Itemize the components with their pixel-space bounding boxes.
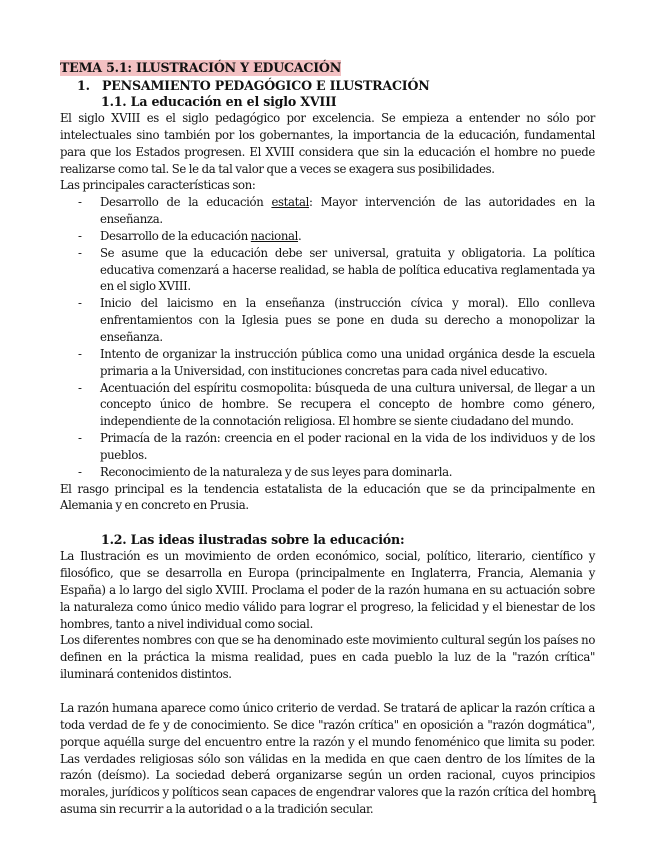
underlined-term: estatal — [271, 195, 309, 210]
paragraph-intro: El siglo XVIII es el siglo pedagógico por excelencia. Se empieza a entender no sólo por intelectuales sino también por los gobernantes, la importancia de la educación, fundamental para que los Estados progresen. El XVIII considera que sin la educación el hombre no puede realizarse como tal. Se le da tal valor que a veces se exagera sus posibilidades. — [60, 111, 595, 176]
subsection-heading-1-1: 1.1. La educación en el siglo XVIII — [101, 94, 337, 109]
list-item: - Intento de organizar la instrucción pública como una unidad orgánica desde la escuela primaria a la Universidad, con instituciones concretas para cada nivel educativo. — [78, 346, 595, 378]
section-heading — [77, 78, 595, 94]
bullet-dash: - — [78, 380, 82, 395]
bullet-dash: - — [78, 195, 82, 210]
paragraph-closing: El rasgo principal es la tendencia estatalista de la educación que se da principalmente en Alemania y en concreto en Prusia. — [60, 481, 595, 513]
underlined-term: nacional — [250, 228, 299, 243]
paragraph-razon: La razón humana aparece como único criterio de verdad. Se tratará de aplicar la razón crítica a toda verdad de fe y de conocimiento. Se dice "razón crítica" en oposición a "razón dogmática", porque aquélla surge del encuentro entre la razón y el mundo fenoménico que limita su poder. Las verdades religiosas sólo son válidas en la medida en que caen dentro de los límites de la razón (deísmo). La sociedad deberá organizarse según un orden racional, cuyos principios morales, jurídicos y políticos sean capaces de engendrar valores que la razón crítica del hombre asuma sin recurrir a la autoridad o a la tradición secular. — [60, 701, 595, 817]
list-item: - Inicio del laicismo en la enseñanza (instrucción cívica y moral). Ello conlleva enfrentamientos con la Iglesia pues se pone en duda su derecho a monopolizar la enseñanza. — [78, 296, 595, 344]
bullet-dash: - — [78, 464, 82, 479]
bullet-dash: - — [78, 245, 82, 260]
list-item: - Primacía de la razón: creencia en el poder racional en la vida de los individuos y de los pueblos. — [78, 431, 595, 462]
paragraph-nombres: Los diferentes nombres con que se ha denominado este movimiento cultural según los países no definen en la práctica la misma realidad, pues en cada pueblo la luz de la "razón crítica" iluminará contenidos distintos. — [60, 633, 595, 682]
list-item: - Se asume que la educación debe ser universal, gratuita y obligatoria. La política educativa comenzará a hacerse realidad, se habla de política educativa reglamentada ya en el siglo XVIII. — [78, 245, 595, 294]
paragraph-ilustracion: La Ilustración es un movimiento de orden económico, social, político, literario, científico y filosófico, que se desarrolla en Europa (principalmente en Inglaterra, Francia, Alemania y España) a lo largo del siglo XVIII. Proclama el poder de la razón humana en su actuación sobre la naturaleza como único medio válido para lograr el progreso, la felicidad y el bienestar de los hombres, tanto a nivel individual como social. — [60, 549, 595, 631]
page-number: 1 — [591, 792, 599, 806]
list-item: - Desarrollo de la educación nacional. — [78, 228, 302, 243]
bullet-dash: - — [78, 228, 82, 243]
list-item: - Desarrollo de la educación estatal: Mayor intervención de las autoridades en la enseñanza. — [78, 195, 595, 227]
list-item: - Reconocimiento de la naturaleza y de sus leyes para dominarla. — [78, 464, 453, 479]
characteristics-list — [60, 194, 595, 480]
section-title: PENSAMIENTO PEDAGÓGICO E ILUSTRACIÓN — [102, 78, 430, 93]
bullet-dash: - — [78, 346, 82, 361]
bullet-dash: - — [78, 296, 82, 311]
bullet-dash: - — [78, 431, 82, 446]
document-title: TEMA 5.1: ILUSTRACIÓN Y EDUCACIÓN — [60, 60, 342, 75]
section-number: 1. — [77, 78, 90, 93]
list-intro: Las principales características son: — [60, 178, 256, 193]
document-page — [60, 57, 595, 818]
subsection-heading-1-2: 1.2. Las ideas ilustradas sobre la educación: — [101, 532, 405, 548]
list-item: - Acentuación del espíritu cosmopolita: búsqueda de una cultura universal, de llegar a un concepto único de hombre. Se recupera el concepto de hombre como género, independiente de la connotación religiosa. El hombre se siente ciudadano del mundo. — [78, 380, 595, 429]
